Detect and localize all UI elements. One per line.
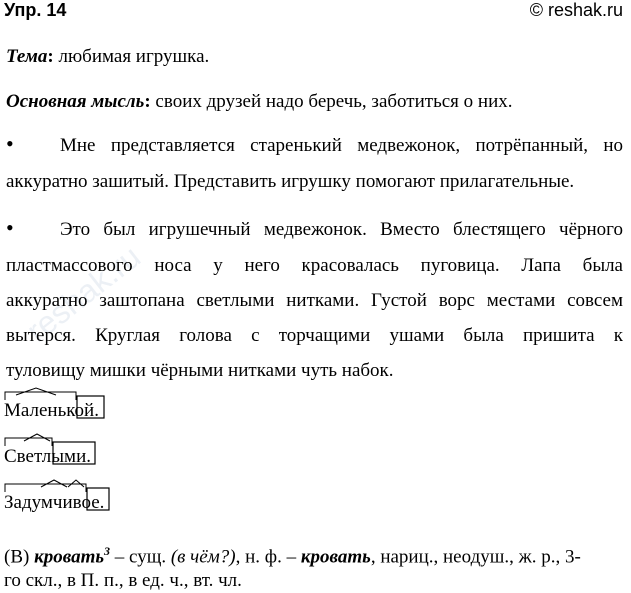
morpheme-dot-3: . (99, 492, 105, 513)
morpheme-stem-1: Маленьк (4, 400, 75, 421)
main-idea-colon: : (144, 91, 151, 112)
morpheme-word-2 (4, 446, 91, 468)
analysis-prefix: (В) (4, 546, 35, 568)
morpheme-dot-2: . (86, 446, 91, 467)
morpheme-word-3 (4, 492, 104, 514)
source-credit: © reshak.ru (529, 0, 623, 20)
analysis-mid2: , н. ф. – (235, 546, 301, 568)
morpheme-marks-2 (4, 434, 114, 464)
para2-line2: пластмассового носа у него красовалась пуговица. Лапа была (6, 255, 623, 276)
bullet-2: • (6, 215, 14, 240)
analysis-question: (в чём?) (170, 546, 236, 568)
theme-text: любимая игрушка. (53, 46, 210, 67)
morpheme-stem-2: Светл (4, 446, 52, 467)
theme-colon: : (47, 46, 54, 67)
morpheme-marks-1 (4, 388, 114, 418)
analysis-rest1: , нариц., неодуш., ж. р., 3- (370, 546, 581, 568)
para1-line2: аккуратно зашитый. Представить игрушку помогают прилагательные. (6, 171, 575, 192)
watermark: reshak.ru (19, 238, 148, 349)
analysis-word: кровать (34, 546, 105, 568)
bullet-1: • (6, 131, 14, 156)
para2-line5: туловищу мишки чёрными нитками чуть набок. (6, 360, 394, 381)
exercise-number: Упр. 14 (4, 0, 67, 20)
morpheme-ending-3: ое (81, 492, 100, 513)
para2-line3: аккуратно заштопана светлыми нитками. Густой ворс местами совсем (6, 290, 623, 311)
main-idea-text: своих друзей надо беречь, заботиться о них. (150, 91, 513, 112)
para2-line4: вытерся. Круглая голова с торчащими ушами была пришита к (6, 325, 623, 346)
analysis-sup: 3 (104, 544, 111, 558)
morpheme-word-1 (4, 400, 99, 422)
main-idea-label: Основная мысль (6, 91, 145, 112)
analysis-line1 (4, 540, 623, 568)
morpheme-dot-1: . (94, 400, 99, 421)
para2-line1: Это был игрушечный медвежонок. Вместо блестящего чёрного (60, 219, 623, 240)
analysis-line2: го скл., в П. п., в ед. ч., вт. чл. (4, 570, 242, 591)
theme-label: Тема (6, 46, 48, 67)
morpheme-ending-2: ыми (51, 446, 87, 467)
analysis-word2: кровать (300, 546, 371, 568)
main-idea-line (6, 91, 623, 113)
analysis-mid1: – сущ. (110, 546, 171, 568)
theme-line (6, 46, 623, 68)
morpheme-stem-3: Задумчив (4, 492, 82, 513)
morpheme-ending-1: ой (74, 400, 95, 421)
morpheme-marks-3 (4, 480, 124, 510)
para1-line1: Мне представляется старенький медвежонок, потрёпанный, но (60, 135, 623, 156)
